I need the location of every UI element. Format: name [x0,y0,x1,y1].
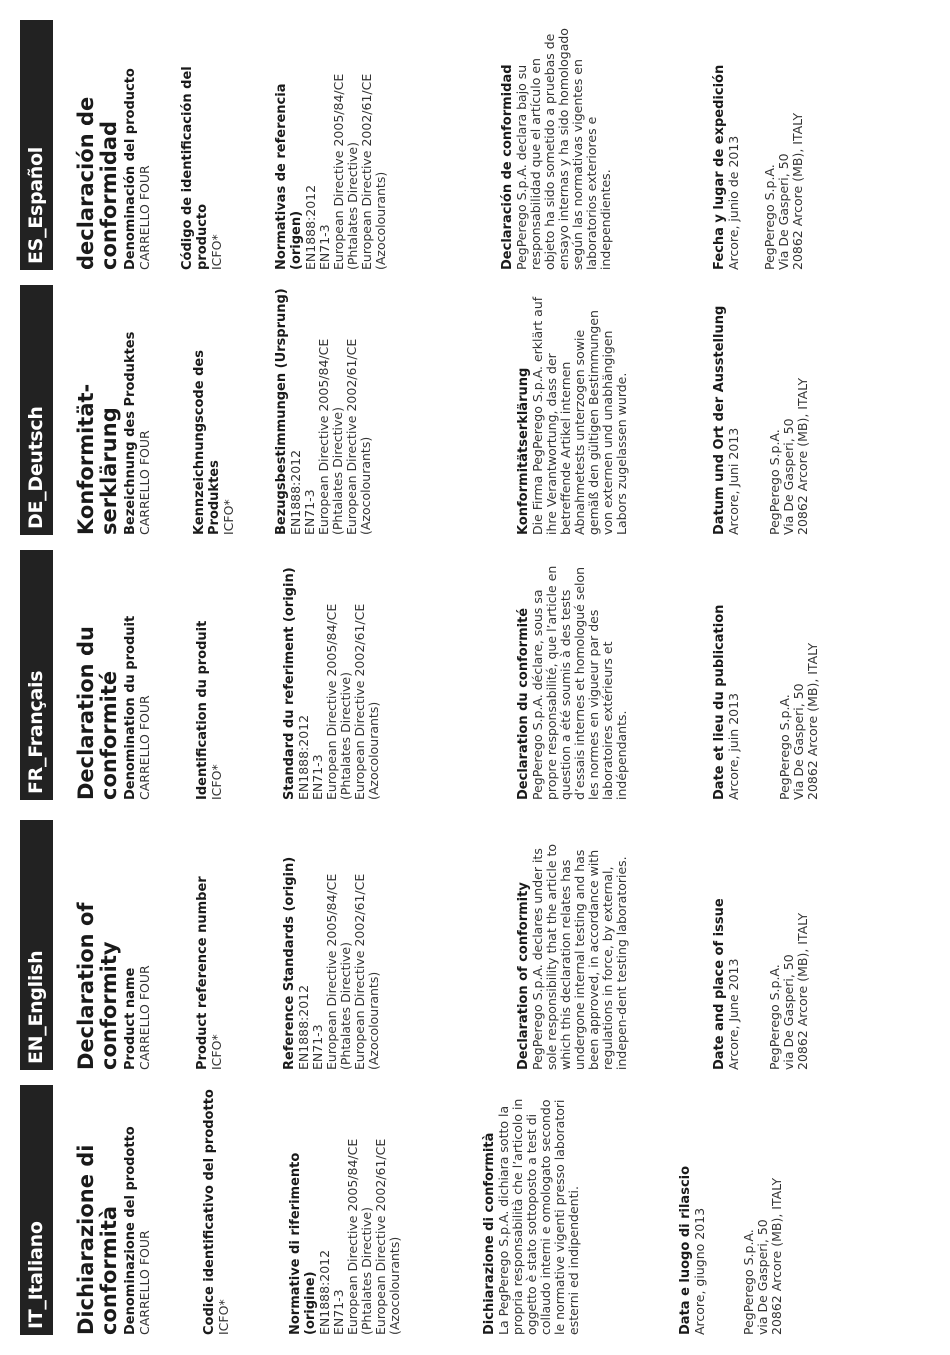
standards-block [274,285,373,535]
address-block [768,285,810,535]
standard-line: European Directive 2005/84/CE [331,73,346,270]
column-french [20,550,940,800]
standard-line: (Phtalates Directive) [345,142,360,270]
issue-value: Arcore, juin 2013 [726,692,741,800]
standards-block [282,820,381,1070]
standard-line: (Phtalates Directive) [359,1207,374,1335]
title-block [75,20,152,270]
issue-value: Arcore, June 2013 [726,958,741,1070]
standard-line: EN71-3 [317,224,332,270]
language-header: EN_English [20,820,53,1070]
standard-line: EN71-3 [310,754,325,800]
standard-line: European Directive 2005/84/CE [316,338,331,535]
standard-line: (Phtalates Directive) [338,672,353,800]
standard-line: European Directive 2005/84/CE [324,603,339,800]
standard-line: European Directive 2005/84/CE [324,873,339,1070]
address-line: PegPerego S.p.A. [741,1229,756,1335]
conformity-block [500,20,613,270]
standard-line: EN1888:2012 [317,1249,332,1335]
product-name-label: Denominazione del prodotto [123,1126,138,1335]
column-german [20,285,940,535]
product-code-label: Identification du produit [195,620,210,800]
product-name-label: Denomination du produit [123,615,138,800]
standards-block [288,1085,402,1335]
conformity-block [516,820,629,1070]
standard-line: (Azocolourants) [373,171,388,270]
language-header: DE_Deutsch [20,285,53,535]
standard-line: European Directive 2002/61/CE [344,338,359,535]
issue-block [712,820,741,1070]
issue-label: Data e luogo di rilascio [678,1165,693,1335]
declaration-title: Dichiarazione di conformità [74,1144,121,1335]
declaration-title: Declaration du conformité [74,626,121,800]
language-header: ES_Español [20,20,53,270]
conformity-block [516,550,629,800]
issue-label: Date et lieu du publication [712,604,727,800]
standard-line: European Directive 2002/61/CE [359,73,374,270]
address-line: via De Gasperi, 50 [755,1219,770,1335]
address-line: 20862 Arcore (MB), ITALY [769,1177,784,1335]
declaration-title: Konformität-serklärung [74,383,121,535]
column-english [20,820,940,1070]
product-name-value: CARRELLO FOUR [137,965,152,1070]
product-code-block [192,285,236,535]
issue-block [712,20,741,270]
product-code-block [180,20,224,270]
product-name-label: Bezeichnung des Produktes [123,331,138,535]
standard-line: EN1888:2012 [288,449,303,535]
standard-line: (Azocolourants) [358,436,373,535]
standards-label: Normative di riferimento (origine) [288,1152,318,1335]
address-line: 20862 Arcore (MB), ITALY [795,377,810,535]
product-code-value: ICFO* [209,1034,224,1070]
declaration-title: Declaration of conformity [74,902,121,1070]
standard-line: (Azocolourants) [387,1236,402,1335]
standard-line: EN71-3 [331,1289,346,1335]
product-code-label: Product reference number [195,876,210,1070]
product-code-block [195,820,224,1070]
conformity-label: Declaración de conformidad [500,64,515,270]
standard-line: EN1888:2012 [296,714,311,800]
standards-label: Reference Standards (origin) [282,856,297,1070]
address-line: Via De Gasperi, 50 [791,683,806,800]
conformity-block [482,1085,581,1335]
conformity-label: Konformitätserklärung [516,367,531,535]
issue-label: Datum und Ort der Ausstellung [712,305,727,535]
product-code-label: Codice identificativo del prodotto [202,1089,217,1335]
product-code-label: Kennzeichnungscode des Produktes [192,350,222,535]
product-code-block [202,1085,231,1335]
standard-line: European Directive 2005/84/CE [345,1138,360,1335]
issue-label: Date and place of issue [712,898,727,1070]
product-name-value: CARRELLO FOUR [137,165,152,270]
conformity-block [516,285,629,535]
title-block [75,550,152,800]
address-block [778,550,820,800]
address-line: PegPerego S.p.A. [777,694,792,800]
address-line: via De Gasperi, 50 [781,954,796,1070]
conformity-text: PegPerego S.p.A. declares under its sole responsibility that the article to which this declaration relates has undergone internal testing and has been approved, in accordance with regulations in force, by external, indepen-dent testing laboratories. [530,843,629,1070]
product-code-value: ICFO* [209,234,224,270]
conformity-label: Dichiarazione di conformità [482,1132,497,1335]
conformity-text: La PegPerego S.p.A. dichiara sotto la propria responsabilità che l’articolo in oggetto è stato sottoposto a test di collaudo interni e omologato secondo le normative vigenti presso laboratori esterni ed indipendenti. [496,1098,581,1335]
standard-line: EN71-3 [310,1024,325,1070]
product-name-value: CARRELLO FOUR [137,430,152,535]
standard-line: EN71-3 [302,489,317,535]
product-name-label: Denominación del producto [123,68,138,270]
standards-block [282,550,381,800]
language-header: FR_Français [20,550,53,800]
column-spanish [20,20,940,270]
issue-block [712,550,741,800]
product-code-value: ICFO* [209,764,224,800]
address-line: Via De Gasperi, 50 [776,153,791,270]
standard-line: EN1888:2012 [296,984,311,1070]
address-line: 20862 Arcore (MB), ITALY [795,912,810,1070]
product-code-value: ICFO* [221,499,236,535]
declaration-title: declaración de conformidad [74,96,121,270]
standard-line: European Directive 2002/61/CE [352,873,367,1070]
address-line: PegPerego S.p.A. [762,164,777,270]
issue-value: Arcore, Juni 2013 [726,427,741,535]
standards-block [274,20,388,270]
conformity-text: PegPerego S.p.A. déclare, sous sa propre responsabilité, que l’article en question a été soumis à des tests d’essais internes et homologué selon les normes en vigueur par des laboratoires extérieurs et indépendants. [530,565,629,800]
product-name-value: CARRELLO FOUR [137,695,152,800]
issue-value: Arcore, junio de 2013 [726,135,741,270]
address-line: 20862 Arcore (MB), ITALY [805,642,820,800]
standards-label: Standard du referiment (origin) [282,567,297,800]
issue-value: Arcore, giugno 2013 [692,1207,707,1335]
standard-line: EN1888:2012 [303,184,318,270]
standards-label: Bezugsbestimmungen (Ursprung) [274,288,289,535]
standards-label: Normativas de referencia (origen) [274,83,304,270]
address-line: 20862 Arcore (MB), ITALY [790,112,805,270]
conformity-label: Declaration of conformity [516,882,531,1070]
issue-label: Fecha y lugar de expedición [712,64,727,270]
standard-line: (Azocolourants) [366,701,381,800]
column-italian [20,1085,940,1335]
standard-line: (Phtalates Directive) [330,407,345,535]
title-block [75,1085,152,1335]
title-block [75,285,152,535]
standard-line: European Directive 2002/61/CE [352,603,367,800]
product-code-block [195,550,224,800]
standard-line: (Phtalates Directive) [338,942,353,1070]
address-line: PegPerego S.p.A. [767,429,782,535]
issue-block [678,1085,707,1335]
product-name-value: CARRELLO FOUR [137,1230,152,1335]
standard-line: European Directive 2002/61/CE [373,1138,388,1335]
address-block [742,1085,784,1335]
address-line: Via De Gasperi, 50 [781,418,796,535]
address-block [763,20,805,270]
title-block [75,820,152,1070]
issue-block [712,285,741,535]
address-line: PegPerego S.p.A. [767,964,782,1070]
address-block [768,820,810,1070]
conformity-text: PegPerego S.p.A. declara bajo su responsabilidad que el artículo en objeto ha sido sometido a pruebas de ensayo internas y ha sido homologado según las normativas vigentes en laboratorios exteriores e independientes. [514,28,613,270]
conformity-text: Die Firma PegPerego S.p.A. erklärt auf ihre Verantwortung, dass der betreffende Artikel internen Abnahmetests unterzogen sowie gemäß den gültigen Bestimmungen von externen und unabhängigen Labors zugelassen wurde. [530,296,629,535]
product-code-value: ICFO* [216,1299,231,1335]
language-header: IT_Italiano [20,1085,53,1335]
product-code-label: Código de identificación del producto [180,66,210,270]
conformity-label: Declaration du conformité [516,607,531,800]
standard-line: (Azocolourants) [366,971,381,1070]
product-name-label: Product name [123,967,138,1070]
